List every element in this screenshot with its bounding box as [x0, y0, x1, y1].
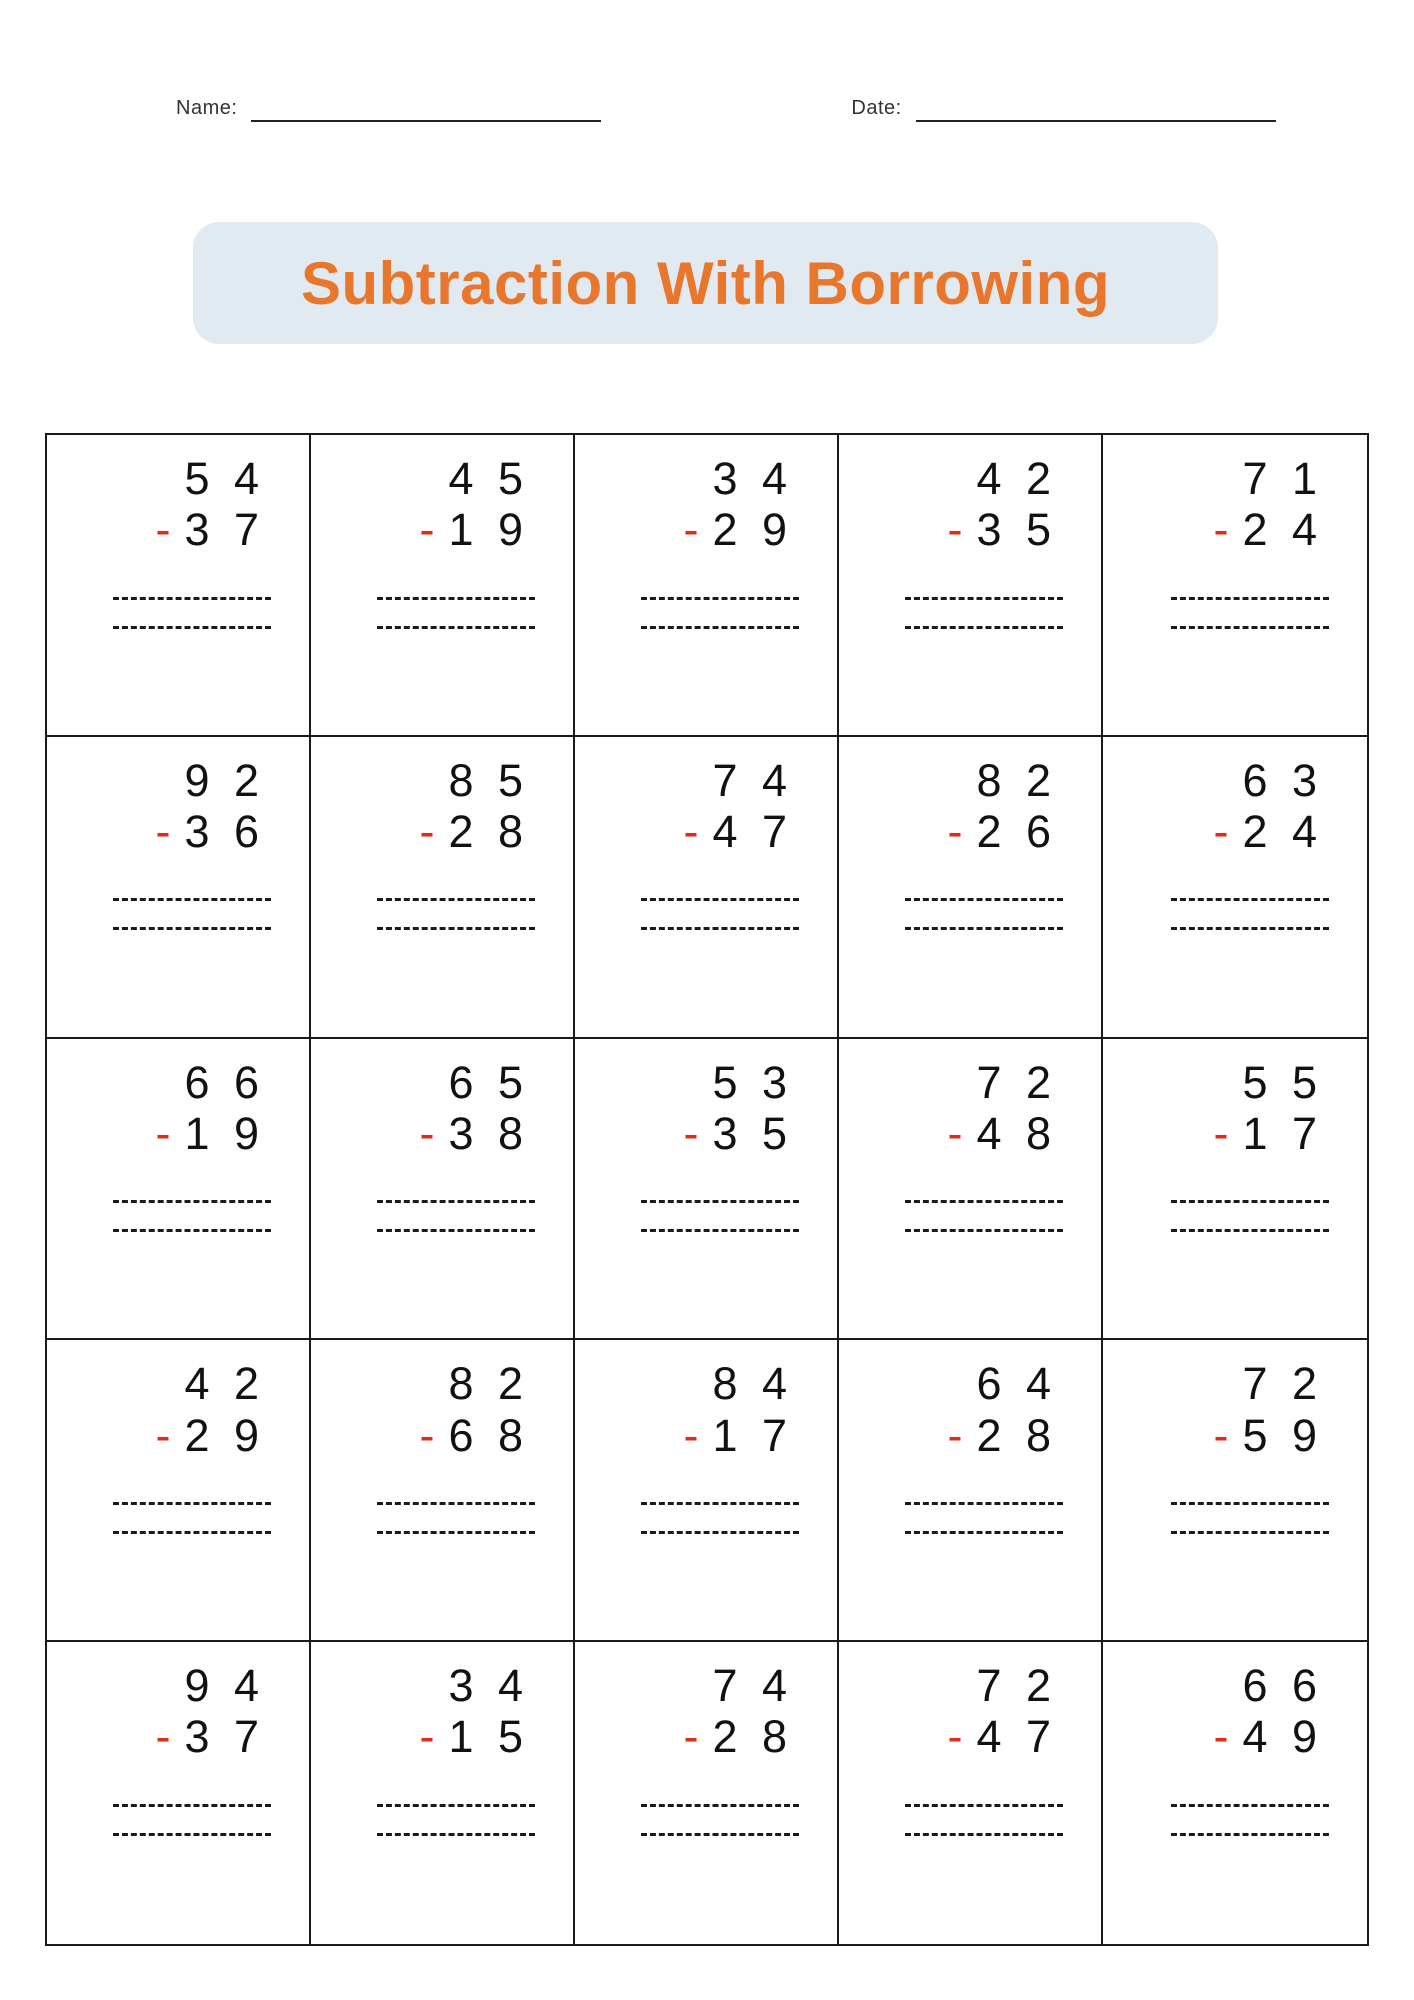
problem-cell: [575, 1642, 839, 1944]
subtraction-row: [419, 1709, 555, 1765]
subtraction-row: [155, 1106, 291, 1162]
answer-area[interactable]: [65, 571, 291, 629]
minus-icon: -: [947, 504, 963, 556]
answer-line[interactable]: [1171, 1502, 1329, 1505]
date-input-line[interactable]: [916, 98, 1276, 122]
subtraction-row: [947, 1106, 1083, 1162]
answer-line[interactable]: [1171, 1229, 1329, 1232]
minus-icon: -: [947, 1711, 963, 1763]
answer-area[interactable]: [593, 1476, 819, 1534]
minus-icon: -: [1213, 806, 1229, 858]
answer-area[interactable]: [329, 1174, 555, 1232]
answer-line[interactable]: [377, 927, 535, 930]
subtrahend: 1 7: [712, 1409, 793, 1461]
answer-line[interactable]: [377, 1531, 535, 1534]
name-label: Name:: [176, 97, 238, 119]
problem-cell: [1103, 435, 1367, 737]
minuend: 5 5: [1242, 1056, 1323, 1108]
answer-line[interactable]: [1171, 1531, 1329, 1534]
answer-line[interactable]: [377, 1833, 535, 1836]
answer-area[interactable]: [857, 872, 1083, 930]
subtraction-row: [683, 804, 819, 860]
answer-line[interactable]: [641, 1502, 799, 1505]
subtrahend: 4 7: [976, 1711, 1057, 1763]
answer-line[interactable]: [641, 1229, 799, 1232]
minuend: 6 6: [184, 1056, 265, 1108]
answer-area[interactable]: [1121, 1778, 1349, 1836]
answer-area[interactable]: [857, 1476, 1083, 1534]
problem-cell: [839, 1039, 1103, 1341]
subtrahend: 2 8: [448, 806, 529, 858]
minuend: 7 4: [712, 1660, 793, 1712]
minuend: 7 1: [1242, 453, 1323, 504]
minuend: 6 3: [1242, 754, 1323, 806]
minus-icon: -: [1213, 1409, 1229, 1461]
minuend: 8 5: [448, 754, 529, 806]
minus-icon: -: [419, 1409, 435, 1461]
minuend: 7 2: [1242, 1358, 1323, 1410]
name-field[interactable]: [176, 97, 601, 122]
subtrahend: 4 8: [976, 1107, 1057, 1159]
page-title: Subtraction With Borrowing: [300, 249, 1111, 317]
answer-line[interactable]: [113, 1229, 271, 1232]
minuend: 5 3: [712, 1056, 793, 1108]
answer-area[interactable]: [593, 1174, 819, 1232]
answer-line[interactable]: [377, 626, 535, 629]
answer-line[interactable]: [905, 1200, 1063, 1203]
minus-icon: -: [1213, 504, 1229, 556]
answer-area[interactable]: [1121, 1174, 1349, 1232]
subtraction-row: [947, 804, 1083, 860]
problems-grid: [45, 433, 1369, 1946]
subtrahend: 4 7: [712, 806, 793, 858]
subtrahend: 3 7: [184, 1711, 265, 1763]
minus-icon: -: [419, 504, 435, 556]
answer-line[interactable]: [113, 1531, 271, 1534]
answer-line[interactable]: [113, 898, 271, 901]
worksheet-header: [0, 82, 1414, 122]
answer-line[interactable]: [377, 898, 535, 901]
answer-line[interactable]: [641, 1833, 799, 1836]
subtraction-row: [1213, 1709, 1349, 1765]
subtrahend: 1 7: [1242, 1107, 1323, 1159]
answer-area[interactable]: [593, 571, 819, 629]
subtraction-row: [683, 1709, 819, 1765]
problem-cell: [311, 1039, 575, 1341]
answer-area[interactable]: [1121, 1476, 1349, 1534]
answer-line[interactable]: [905, 626, 1063, 629]
subtraction-row: [683, 502, 819, 558]
problem-cell: [47, 1642, 311, 1944]
minuend: 8 4: [712, 1358, 793, 1410]
subtrahend: 2 8: [712, 1711, 793, 1763]
minuend: 8 2: [976, 754, 1057, 806]
subtrahend: 4 9: [1242, 1711, 1323, 1763]
answer-line[interactable]: [113, 1804, 271, 1807]
minus-icon: -: [947, 1107, 963, 1159]
subtraction-row: [1213, 1408, 1349, 1464]
answer-area[interactable]: [1121, 571, 1349, 629]
problem-cell: [1103, 1642, 1367, 1944]
problem-cell: [575, 737, 839, 1039]
minus-icon: -: [683, 1107, 699, 1159]
subtrahend: 3 5: [712, 1107, 793, 1159]
subtraction-row: [683, 1106, 819, 1162]
minuend: 3 4: [712, 453, 793, 504]
answer-area[interactable]: [65, 1174, 291, 1232]
answer-line[interactable]: [905, 1833, 1063, 1836]
minuend: 7 2: [976, 1056, 1057, 1108]
name-input-line[interactable]: [251, 98, 601, 122]
minuend: 4 5: [448, 453, 529, 504]
subtrahend: 1 5: [448, 1711, 529, 1763]
subtrahend: 2 9: [184, 1409, 265, 1461]
problem-cell: [311, 737, 575, 1039]
minus-icon: -: [419, 1107, 435, 1159]
subtraction-row: [1213, 804, 1349, 860]
answer-line[interactable]: [905, 1502, 1063, 1505]
subtrahend: 2 4: [1242, 806, 1323, 858]
minuend: 7 4: [712, 754, 793, 806]
answer-line[interactable]: [905, 1229, 1063, 1232]
answer-line[interactable]: [905, 1804, 1063, 1807]
minus-icon: -: [1213, 1107, 1229, 1159]
answer-line[interactable]: [905, 927, 1063, 930]
minuend: 6 4: [976, 1358, 1057, 1410]
title-banner: [193, 222, 1218, 344]
answer-line[interactable]: [113, 927, 271, 930]
answer-area[interactable]: [329, 571, 555, 629]
minus-icon: -: [1213, 1711, 1229, 1763]
problem-cell: [839, 1642, 1103, 1944]
answer-line[interactable]: [1171, 898, 1329, 901]
subtrahend: 3 5: [976, 504, 1057, 556]
problem-cell: [47, 737, 311, 1039]
answer-line[interactable]: [905, 1531, 1063, 1534]
minus-icon: -: [155, 504, 171, 556]
minuend: 8 2: [448, 1358, 529, 1410]
problem-cell: [47, 435, 311, 737]
subtrahend: 2 9: [712, 504, 793, 556]
answer-line[interactable]: [113, 626, 271, 629]
answer-line[interactable]: [1171, 597, 1329, 600]
answer-line[interactable]: [641, 597, 799, 600]
answer-line[interactable]: [377, 1229, 535, 1232]
subtraction-row: [155, 1408, 291, 1464]
minus-icon: -: [155, 1107, 171, 1159]
minus-icon: -: [155, 1409, 171, 1461]
subtrahend: 5 9: [1242, 1409, 1323, 1461]
answer-line[interactable]: [377, 597, 535, 600]
subtraction-row: [947, 502, 1083, 558]
subtrahend: 2 6: [976, 806, 1057, 858]
answer-area[interactable]: [593, 872, 819, 930]
minus-icon: -: [419, 806, 435, 858]
problem-cell: [575, 435, 839, 737]
answer-line[interactable]: [641, 626, 799, 629]
minus-icon: -: [683, 1711, 699, 1763]
subtraction-row: [419, 1106, 555, 1162]
problem-cell: [47, 1340, 311, 1642]
subtrahend: 3 7: [184, 504, 265, 556]
answer-area[interactable]: [65, 872, 291, 930]
answer-line[interactable]: [377, 1200, 535, 1203]
answer-line[interactable]: [1171, 1804, 1329, 1807]
subtraction-row: [683, 1408, 819, 1464]
subtraction-row: [419, 804, 555, 860]
answer-line[interactable]: [641, 1200, 799, 1203]
problem-cell: [575, 1340, 839, 1642]
answer-area[interactable]: [65, 1476, 291, 1534]
minus-icon: -: [419, 1711, 435, 1763]
answer-area[interactable]: [329, 1778, 555, 1836]
date-label: Date:: [851, 97, 902, 119]
answer-line[interactable]: [641, 898, 799, 901]
problem-cell: [311, 1340, 575, 1642]
subtraction-row: [419, 1408, 555, 1464]
minus-icon: -: [683, 1409, 699, 1461]
answer-line[interactable]: [641, 927, 799, 930]
minuend: 9 4: [184, 1660, 265, 1712]
answer-line[interactable]: [377, 1502, 535, 1505]
minuend: 3 4: [448, 1660, 529, 1712]
answer-area[interactable]: [857, 571, 1083, 629]
subtraction-row: [1213, 502, 1349, 558]
answer-area[interactable]: [1121, 872, 1349, 930]
answer-line[interactable]: [113, 597, 271, 600]
subtraction-row: [947, 1408, 1083, 1464]
minuend: 6 5: [448, 1056, 529, 1108]
answer-area[interactable]: [593, 1778, 819, 1836]
subtrahend: 3 6: [184, 806, 265, 858]
subtraction-row: [155, 1709, 291, 1765]
subtraction-row: [947, 1709, 1083, 1765]
minuend: 6 6: [1242, 1660, 1323, 1712]
answer-line[interactable]: [1171, 626, 1329, 629]
problem-cell: [839, 1340, 1103, 1642]
minuend: 7 2: [976, 1660, 1057, 1712]
answer-line[interactable]: [1171, 927, 1329, 930]
answer-line[interactable]: [905, 898, 1063, 901]
subtrahend: 2 8: [976, 1409, 1057, 1461]
answer-area[interactable]: [857, 1174, 1083, 1232]
subtrahend: 6 8: [448, 1409, 529, 1461]
date-field[interactable]: [851, 97, 1275, 122]
answer-area[interactable]: [329, 1476, 555, 1534]
answer-line[interactable]: [641, 1531, 799, 1534]
subtrahend: 2 4: [1242, 504, 1323, 556]
minus-icon: -: [155, 1711, 171, 1763]
minus-icon: -: [683, 504, 699, 556]
subtraction-row: [1213, 1106, 1349, 1162]
problem-cell: [839, 435, 1103, 737]
problem-cell: [575, 1039, 839, 1341]
subtrahend: 3 8: [448, 1107, 529, 1159]
minus-icon: -: [155, 806, 171, 858]
problem-cell: [311, 435, 575, 737]
problem-cell: [1103, 1340, 1367, 1642]
problem-cell: [47, 1039, 311, 1341]
minus-icon: -: [947, 806, 963, 858]
answer-line[interactable]: [113, 1833, 271, 1836]
answer-area[interactable]: [857, 1778, 1083, 1836]
subtrahend: 1 9: [448, 504, 529, 556]
answer-line[interactable]: [905, 597, 1063, 600]
answer-line[interactable]: [1171, 1200, 1329, 1203]
subtraction-row: [155, 502, 291, 558]
subtraction-row: [419, 502, 555, 558]
minuend: 5 4: [184, 453, 265, 504]
minuend: 4 2: [184, 1358, 265, 1410]
answer-line[interactable]: [377, 1804, 535, 1807]
answer-line[interactable]: [113, 1200, 271, 1203]
answer-line[interactable]: [113, 1502, 271, 1505]
subtraction-row: [155, 804, 291, 860]
problem-cell: [1103, 737, 1367, 1039]
minuend: 9 2: [184, 754, 265, 806]
answer-area[interactable]: [65, 1778, 291, 1836]
minus-icon: -: [947, 1409, 963, 1461]
problem-cell: [839, 737, 1103, 1039]
problem-cell: [311, 1642, 575, 1944]
minuend: 4 2: [976, 453, 1057, 504]
answer-line[interactable]: [641, 1804, 799, 1807]
answer-area[interactable]: [329, 872, 555, 930]
subtrahend: 1 9: [184, 1107, 265, 1159]
answer-line[interactable]: [1171, 1833, 1329, 1836]
minus-icon: -: [683, 806, 699, 858]
problem-cell: [1103, 1039, 1367, 1341]
